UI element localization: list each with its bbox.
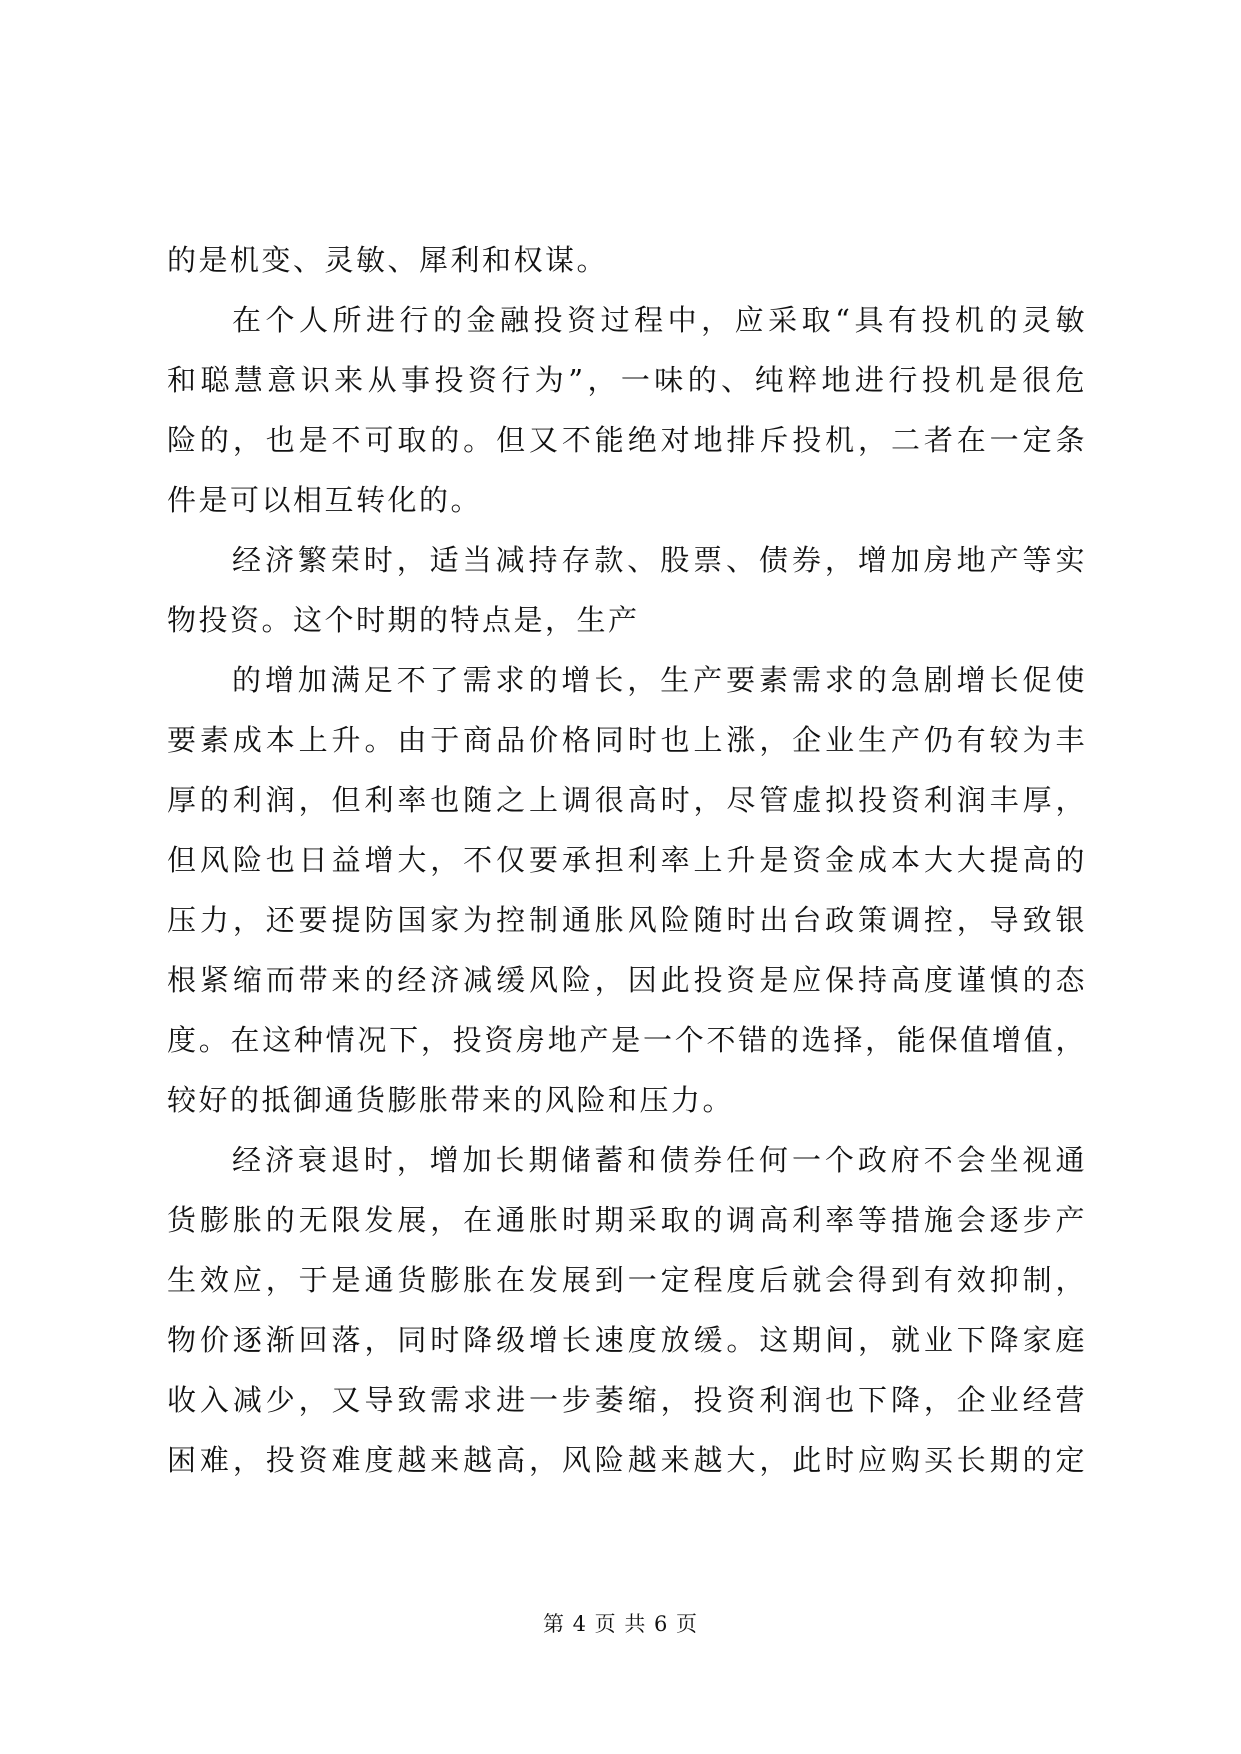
text-line: 但风险也日益增大，不仅要承担利率上升是资金成本大大提高的 xyxy=(167,843,1087,877)
text-line: 的是机变、灵敏、犀利和权谋。 xyxy=(167,243,609,277)
text-line: 经济衰退时，增加长期储蓄和债券任何一个政府不会坐视通 xyxy=(232,1143,1087,1177)
text-line: 要素成本上升。由于商品价格同时也上涨，企业生产仍有较为丰 xyxy=(167,723,1087,757)
text-line: 压力，还要提防国家为控制通胀风险随时出台政策调控，导致银 xyxy=(167,903,1087,937)
text-line: 收入减少，又导致需求进一步萎缩，投资利润也下降，企业经营 xyxy=(167,1383,1087,1417)
body-text xyxy=(167,230,1087,1490)
text-line: 根紧缩而带来的经济减缓风险，因此投资是应保持高度谨慎的态 xyxy=(167,963,1087,997)
text-line: 件是可以相互转化的。 xyxy=(167,483,483,517)
text-line: 经济繁荣时，适当减持存款、股票、债券，增加房地产等实 xyxy=(232,543,1087,577)
text-line: 物价逐渐回落，同时降级增长速度放缓。这期间，就业下降家庭 xyxy=(167,1323,1087,1357)
text-line: 物投资。这个时期的特点是，生产 xyxy=(167,603,640,637)
text-line: 度。在这种情况下，投资房地产是一个不错的选择，能保值增值， xyxy=(167,1023,1087,1057)
text-line: 货膨胀的无限发展，在通胀时期采取的调高利率等措施会逐步产 xyxy=(167,1203,1087,1237)
text-line: 在个人所进行的金融投资过程中，应采取“具有投机的灵敏 xyxy=(232,303,1087,337)
text-line: 较好的抵御通货膨胀带来的风险和压力。 xyxy=(167,1083,735,1117)
text-line: 生效应，于是通货膨胀在发展到一定程度后就会得到有效抑制， xyxy=(167,1263,1087,1297)
page-footer: 第 4 页 共 6 页 xyxy=(542,1612,699,1636)
text-line: 险的，也是不可取的。但又不能绝对地排斥投机，二者在一定条 xyxy=(167,423,1087,457)
text-line: 厚的利润，但利率也随之上调很高时，尽管虚拟投资利润丰厚， xyxy=(167,783,1087,817)
text-line: 困难，投资难度越来越高，风险越来越大，此时应购买长期的定 xyxy=(167,1443,1087,1477)
text-line: 和聪慧意识来从事投资行为”，一味的、纯粹地进行投机是很危 xyxy=(167,363,1087,397)
text-line: 的增加满足不了需求的增长，生产要素需求的急剧增长促使 xyxy=(232,663,1087,697)
